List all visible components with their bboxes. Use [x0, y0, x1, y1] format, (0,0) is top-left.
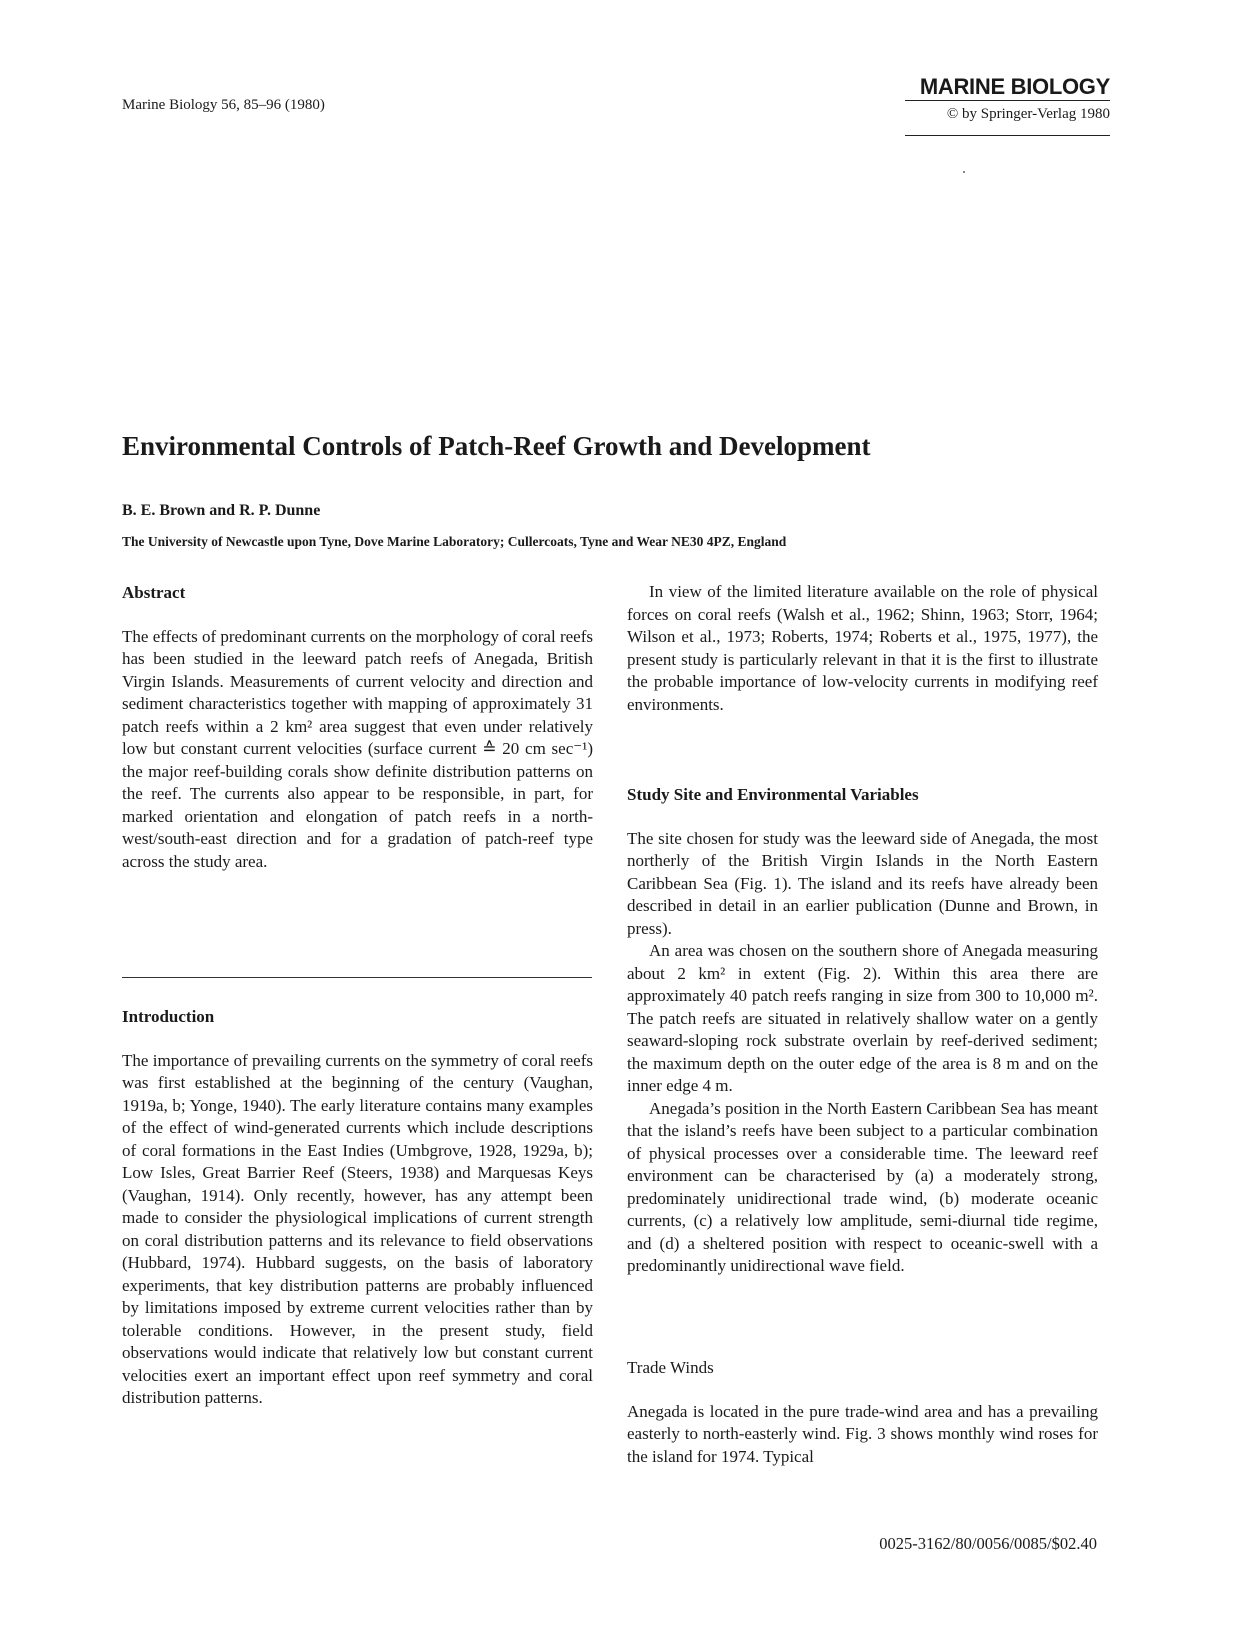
introduction-continuation-text: In view of the limited literature available on the role of physical forces on coral reefs (Walsh et al., 1962; Shinn, 1963; Storr, 1964; Wilson et al., 1973; Roberts, 1974; Roberts et al., 1975, 1977), the present study is particularly relevant in that it is the first to illustrate the probable importance of low-velocity currents in modifying reef environments.: [627, 582, 1098, 714]
trade-winds-heading: Trade Winds: [627, 1358, 714, 1377]
scan-speck: [963, 171, 965, 173]
article-title: Environmental Controls of Patch-Reef Growth and Development: [122, 431, 871, 461]
study-site-paragraph: The site chosen for study was the leeward side of Anegada, the most northerly of the British Virgin Islands in the North Eastern Caribbean Sea (Fig. 1). The island and its reefs have already been described in detail in an earlier publication (Dunne and Brown, in press).: [627, 828, 1098, 938]
copyright-notice: © by Springer-Verlag 1980: [946, 106, 1110, 122]
masthead-rule-bottom: [905, 135, 1110, 136]
article-authors: B. E. Brown and R. P. Dunne: [122, 502, 321, 519]
masthead-rule-top: [905, 100, 1110, 101]
study-site-section: [627, 784, 1098, 1278]
abstract-divider: [122, 977, 592, 978]
journal-masthead: [890, 74, 1110, 123]
introduction-text: The importance of prevailing currents on the symmetry of coral reefs was first established at the beginning of the century (Vaughan, 1919a, b; Yonge, 1940). The early literature contains many examples of the effect of wind-generated currents which include descriptions of coral formations in the East Indies (Umbgrove, 1928, 1929a, b); Low Isles, Great Barrier Reef (Steers, 1938) and Marquesas Keys (Vaughan, 1914). Only recently, however, has any attempt been made to consider the physiological implications of current strength on coral distribution patterns and its relevance to field observations (Hubbard, 1974). Hubbard suggests, on the basis of laboratory experiments, that key distribution patterns are probably influenced by limitations imposed by extreme current velocities rather than by tolerable conditions. However, in the present study, field observations would indicate that relatively low but constant current velocities exert an important effect upon reef symmetry and coral distribution patterns.: [122, 1050, 593, 1407]
abstract-heading: Abstract: [122, 583, 186, 602]
study-site-heading: Study Site and Environmental Variables: [627, 785, 919, 804]
trade-winds-section: [627, 1357, 1098, 1468]
abstract-section: [122, 582, 593, 873]
abstract-text: The effects of predominant currents on the morphology of coral reefs has been studied in the leeward patch reefs of Anegada, British Virgin Islands. Measurements of current velocity and direction and sediment characteristics together with mapping of approximately 31 patch reefs within a 2 km² area suggest that even under relatively low but constant current velocities (surface current ≙ 20 cm sec⁻¹) the major reef-building corals show definite distribution patterns on the reef. The currents also appear to be responsible, in part, for marked orientation and elongation of patch reefs in a north-west/south-east direction and for a gradation of patch-reef type across the study area.: [122, 626, 593, 871]
study-site-paragraph: Anegada’s position in the North Eastern Caribbean Sea has meant that the island’s reefs have been subject to a particular combination of physical processes over a considerable time. The leeward reef environment can be characterised by (a) a moderately strong, predominately unidirectional trade wind, (b) moderate oceanic currents, (c) a relatively low amplitude, semi-diurnal tide regime, and (d) a sheltered position with respect to oceanic-swell with a predominantly unidirectional wave field.: [627, 1098, 1098, 1275]
introduction-heading: Introduction: [122, 1007, 215, 1026]
article-code: 0025-3162/80/0056/0085/$02.40: [879, 1534, 1097, 1553]
journal-name: MARINE BIOLOGY: [919, 74, 1110, 99]
introduction-continuation: [627, 581, 1098, 716]
trade-winds-text: Anegada is located in the pure trade-wind area and has a prevailing easterly to north-easterly wind. Fig. 3 shows monthly wind roses for the island for 1974. Typical: [627, 1401, 1098, 1466]
journal-citation: Marine Biology 56, 85–96 (1980): [122, 97, 325, 113]
author-affiliation: The University of Newcastle upon Tyne, Dove Marine Laboratory; Cullercoats, Tyne and Wear NE30 4PZ, England: [122, 534, 787, 549]
introduction-section: [122, 1006, 593, 1410]
study-site-paragraph: An area was chosen on the southern shore of Anegada measuring about 2 km² in extent (Fig. 2). Within this area there are approximately 40 patch reefs ranging in size from 300 to 10,000 m². The patch reefs are situated in relatively shallow water on a gently seaward-sloping rock substrate overlain by reef-derived sediment; the maximum depth on the outer edge of the area is 8 m and on the inner edge 4 m.: [627, 941, 1098, 1095]
